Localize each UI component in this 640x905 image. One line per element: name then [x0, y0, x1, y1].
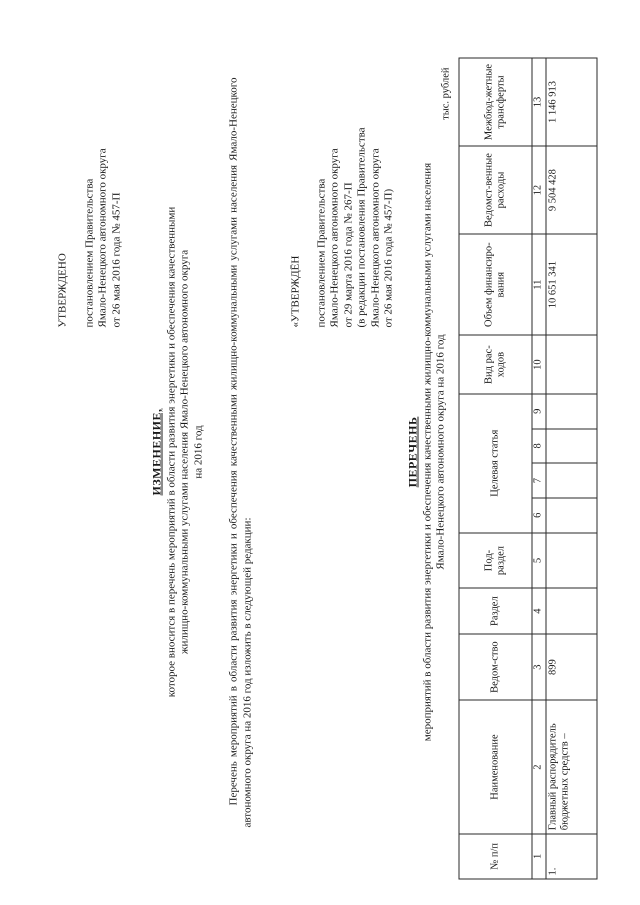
- header-interbudget-transfers: Межбюд-жетные трансферты: [459, 58, 532, 146]
- column-number-cell: 12: [532, 146, 546, 234]
- column-number-cell: 9: [532, 394, 546, 429]
- row-interbudget-transfers-cell: 1 146 913: [546, 58, 597, 146]
- approval-line: Ямало-Ненецкого автономного округа: [369, 148, 381, 328]
- row-target-cell: [546, 429, 597, 464]
- row-number-cell: 1.: [546, 834, 597, 879]
- approval-stamp-top: [57, 88, 124, 328]
- row-vedomstvo-cell: 899: [546, 634, 597, 701]
- change-heading: ИЗМЕНЕНИЕ,: [149, 408, 164, 496]
- approval-line: Ямало-Ненецкого автономного округа: [328, 148, 341, 328]
- change-title-block: [151, 120, 206, 785]
- column-number-cell: 3: [532, 634, 546, 701]
- row-target-cell: [546, 463, 597, 498]
- column-number-cell: 4: [532, 588, 546, 633]
- intro-paragraph: Перечень мероприятий в области развития энергетики и обеспечения качественными жилищно-коммунальными услугами населения Ямало-Ненецкого автономного округа на 2016 год изложить в следующей редакции:: [227, 77, 254, 828]
- row-target-cell: [546, 394, 597, 429]
- column-number-cell: 8: [532, 429, 546, 464]
- approval-line: от 29 марта 2016 года № 267-П: [342, 182, 354, 328]
- change-subtitle-line: на 2016 год: [192, 425, 204, 479]
- row-name-cell: Главный распорядитель бюджетных средств –: [546, 700, 597, 833]
- column-number-cell: 7: [532, 463, 546, 498]
- column-number-cell: 1: [532, 834, 546, 879]
- table-body: [532, 58, 597, 879]
- row-funding-volume-cell: 10 651 341: [546, 234, 597, 335]
- header-expense-type: Вид рас-ходов: [459, 335, 532, 394]
- approval-heading: УТВЕРЖДЕНО: [56, 253, 69, 328]
- row-razdel-cell: [546, 588, 597, 633]
- column-number-cell: 5: [532, 533, 546, 589]
- column-number-row: [532, 58, 546, 879]
- list-subtitle-line: Ямало-Ненецкого автономного округа на 2016 год: [434, 334, 447, 570]
- table-header-row: [459, 58, 532, 879]
- row-podrazdel-cell: [546, 533, 597, 589]
- header-podrazdel: Под-раздел: [459, 533, 532, 589]
- document-page: [1, 0, 640, 905]
- header-number: № п/п: [459, 834, 532, 879]
- column-number-cell: 6: [532, 498, 546, 533]
- approval-line: постановлением Правительства: [315, 178, 327, 328]
- change-subtitle-line: жилищно-коммунальными услугами населения Ямало-Ненецкого автономного округа: [178, 249, 191, 655]
- approval-heading: «УТВЕРЖДЁН: [289, 255, 302, 328]
- header-name: Наименование: [459, 700, 532, 833]
- approval-line: от 26 мая 2016 года № 457-П): [382, 188, 395, 328]
- approval-line: от 26 мая 2016 года № 457-П: [110, 192, 122, 328]
- row-departmental-expenses-cell: 9 504 428: [546, 146, 597, 234]
- column-number-cell: 2: [532, 700, 546, 833]
- approval-line: (в редакции постановления Правительства: [355, 127, 368, 328]
- list-subtitle-line: мероприятий в области развития энергетики и обеспечения качественными жилищно-коммунальными услугами населения: [421, 162, 433, 742]
- column-number-cell: 13: [532, 58, 546, 146]
- list-title-block: [407, 120, 449, 785]
- approval-line: Ямало-Ненецкого автономного округа: [96, 148, 109, 328]
- table-row: [546, 58, 597, 879]
- row-expense-type-cell: [546, 335, 597, 394]
- row-target-cell: [546, 498, 597, 533]
- approval-stamp-second: [290, 88, 397, 328]
- header-target-article: Целевая статья: [459, 394, 532, 533]
- column-number-cell: 10: [532, 335, 546, 394]
- header-vedomstvo: Ведом-ство: [459, 634, 532, 701]
- header-departmental-expenses: Ведомст-венные расходы: [459, 146, 532, 234]
- approval-line: постановлением Правительства: [83, 178, 95, 328]
- list-heading: ПЕРЕЧЕНЬ: [405, 416, 420, 488]
- header-funding-volume: Объем финансиро-вания: [459, 234, 532, 335]
- change-subtitle-line: которое вносится в перечень мероприятий в области развития энергетики и обеспечения качественными: [165, 206, 177, 698]
- budget-table: [459, 58, 598, 880]
- unit-label: тыс. рублей: [440, 67, 452, 120]
- column-number-cell: 11: [532, 234, 546, 335]
- header-razdel: Раздел: [459, 588, 532, 633]
